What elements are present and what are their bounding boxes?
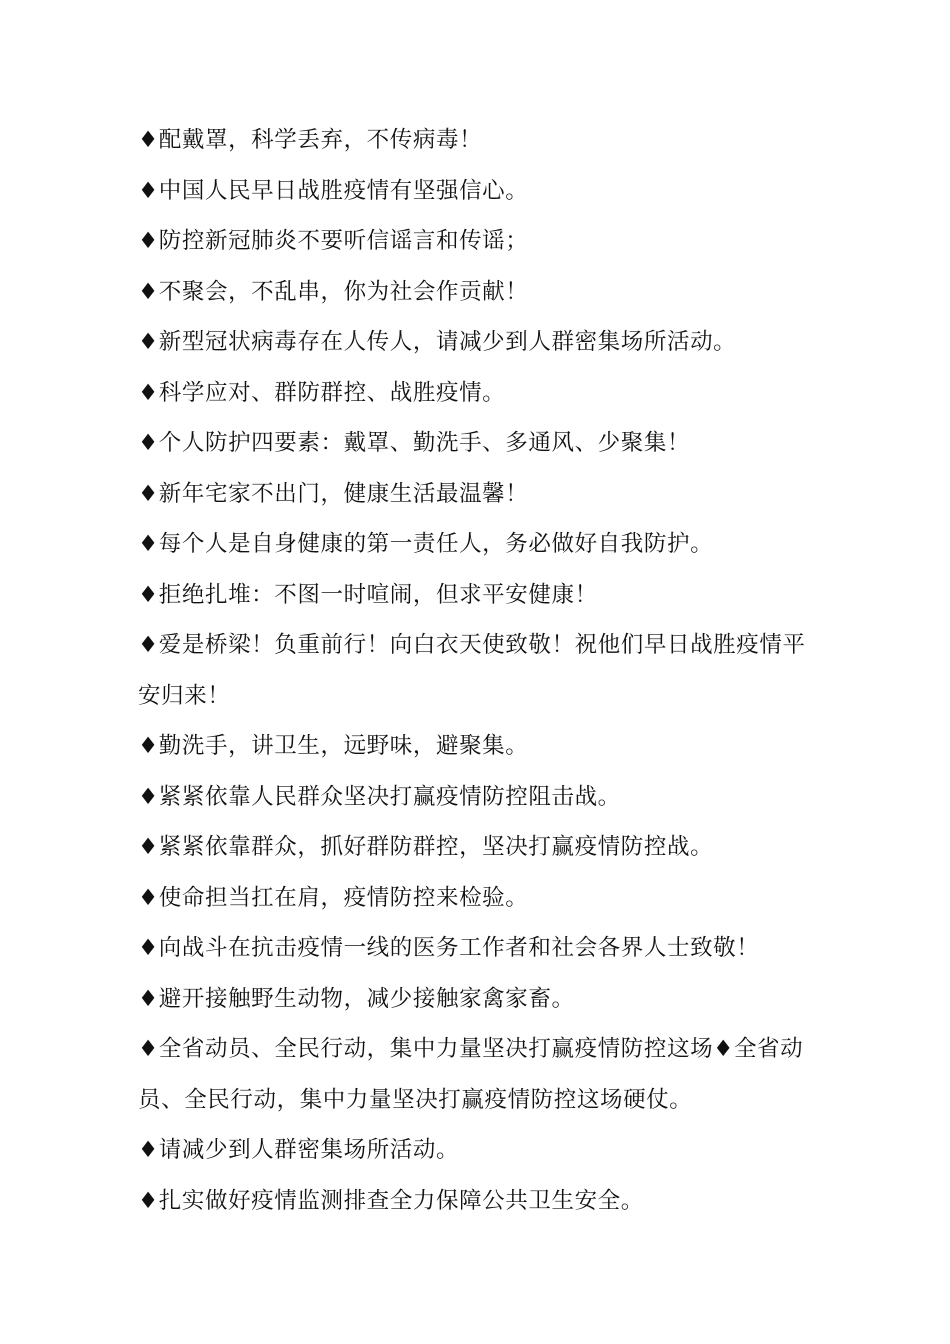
diamond-bullet-icon: ♦ [138,935,159,961]
diamond-bullet-icon: ♦ [138,480,159,507]
diamond-bullet-icon: ♦ [138,1137,159,1163]
list-item [138,1125,828,1176]
list-item [138,620,828,721]
diamond-bullet-icon: ♦ [138,1036,159,1062]
list-item [138,974,828,1025]
list-item [138,822,828,873]
diamond-bullet-icon: ♦ [138,127,159,153]
list-item [138,166,828,217]
diamond-bullet-icon: ♦ [138,733,159,759]
diamond-bullet-icon: ♦ [138,783,159,810]
list-item-text: 拒绝扎堆：不图一时喧闹，但求平安健康！ [158,581,598,608]
list-item-text: 每个人是自身健康的第一责任人，务必做好自我防护。 [158,531,714,557]
list-item [138,570,828,621]
list-item [138,1176,828,1227]
list-item-text: 科学应对、群防群控、战胜疫情。 [158,379,506,406]
diamond-bullet-icon: ♦ [138,329,159,355]
list-item-text: 避开接触野生动物，减少接触家禽家畜。 [158,985,575,1012]
list-item-text: 爱是桥梁！负重前行！向白衣天使致敬！祝他们早日战胜疫情平安归来！ [138,632,806,709]
list-item [138,721,828,772]
diamond-bullet-icon: ♦ [138,228,159,254]
diamond-bullet-icon: ♦ [138,985,159,1012]
list-item-text: 不聚会，不乱串，你为社会作贡献！ [158,278,529,305]
list-item [138,469,828,520]
list-item-text: 紧紧依靠群众，抓好群防群控，坚决打赢疫情防控战。 [158,834,714,860]
list-item-text: 紧紧依靠人民群众坚决打赢疫情防控阻击战。 [158,783,621,810]
list-item-text: 请减少到人群密集场所活动。 [158,1137,460,1163]
diamond-bullet-icon: ♦ [138,1187,159,1214]
list-item [138,873,828,924]
list-item-text: 向战斗在抗击疫情一线的医务工作者和社会各界人士致敬！ [158,935,760,961]
list-item-text: 防控新冠肺炎不要听信谣言和传谣； [158,228,529,254]
list-item-text: 新型冠状病毒存在人传人，请减少到人群密集场所活动。 [158,329,737,355]
diamond-bullet-icon: ♦ [138,430,159,456]
list-item-text: 使命担当扛在肩，疫情防控来检验。 [158,884,529,911]
list-item [138,368,828,419]
diamond-bullet-icon: ♦ [138,379,159,406]
list-item [138,519,828,570]
list-item [138,216,828,267]
diamond-bullet-icon: ♦ [138,632,159,658]
diamond-bullet-icon: ♦ [138,531,159,557]
list-item [138,772,828,823]
diamond-bullet-icon: ♦ [138,581,159,608]
diamond-bullet-icon: ♦ [138,884,159,911]
list-item-text: 配戴罩，科学丢弃，不传病毒！ [158,127,483,153]
list-item [138,267,828,318]
list-item-text: 勤洗手，讲卫生，远野味，避聚集。 [158,733,529,759]
list-item-text: 个人防护四要素：戴罩、勤洗手、多通风、少聚集！ [158,430,691,456]
diamond-bullet-icon: ♦ [138,177,159,204]
list-item [138,418,828,469]
list-item-text: 扎实做好疫情监测排查全力保障公共卫生安全。 [158,1187,644,1214]
list-item [138,1024,828,1125]
list-item-text: 全省动员、全民行动，集中力量坚决打赢疫情防控这场♦全省动员、全民行动，集中力量坚决打赢疫情防控这场硬仗。 [138,1036,804,1113]
diamond-bullet-icon: ♦ [138,278,159,305]
list-item [138,115,828,166]
list-item [138,317,828,368]
list-item-text: 新年宅家不出门，健康生活最温馨！ [158,480,529,507]
slogan-list [138,115,828,1226]
diamond-bullet-icon: ♦ [138,834,159,860]
list-item [138,923,828,974]
list-item-text: 中国人民早日战胜疫情有坚强信心。 [158,177,529,204]
